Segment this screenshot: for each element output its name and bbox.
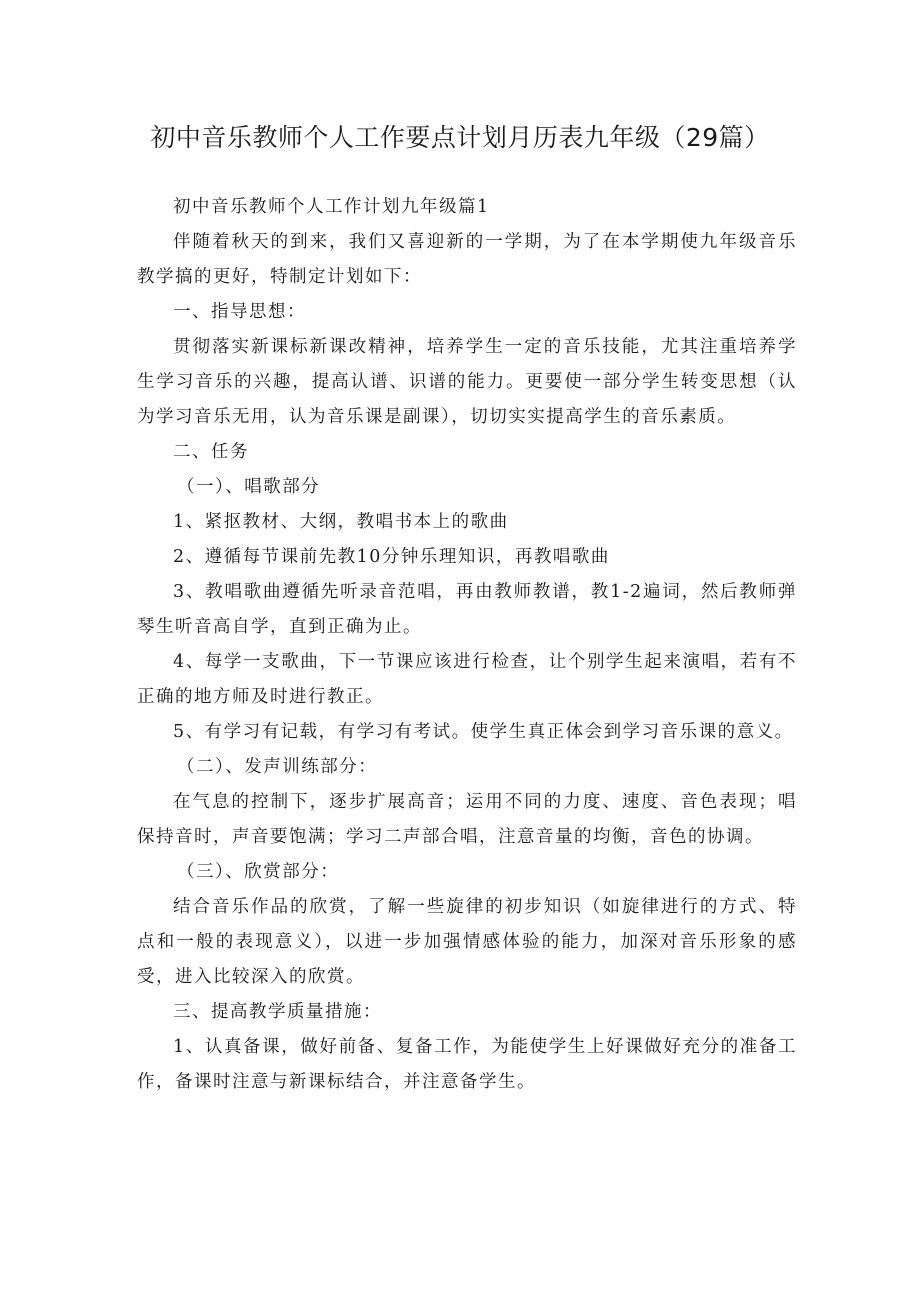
paragraph: 在气息的控制下，逐步扩展高音；运用不同的力度、速度、音色表现；唱保持音时，声音要饱满；学习二声部合唱，注意音量的均衡，音色的协调。 — [137, 792, 797, 847]
list-item: 1、认真备课，做好前备、复备工作，为能使学生上好课做好充分的准备工作，备课时注意与新课标结合，并注意备学生。 — [137, 1037, 797, 1092]
section-heading: 一、指导思想： — [173, 302, 306, 322]
document-title: 初中音乐教师个人工作要点计划月历表九年级（29篇） — [150, 123, 770, 152]
list-item: 1、紧抠教材、大纲，教唱书本上的歌曲 — [173, 512, 509, 532]
paragraph: 结合音乐作品的欣赏，了解一些旋律的初步知识（如旋律进行的方式、特点和一般的表现意义），以进一步加强情感体验的能力，加深对音乐形象的感受，进入比较深入的欣赏。 — [137, 897, 797, 987]
subsection-heading: （二）、发声训练部分： — [177, 757, 378, 777]
paragraph: 伴随着秋天的到来，我们又喜迎新的一学期，为了在本学期使九年级音乐教学搞的更好，特制定计划如下： — [137, 232, 797, 287]
section-heading: 三、提高教学质量措施： — [173, 1002, 382, 1022]
list-item: 5、有学习有记载，有学习有考试。使学生真正体会到学习音乐课的意义。 — [173, 722, 794, 742]
section-heading: 二、任务 — [173, 442, 249, 462]
section-heading: 初中音乐教师个人工作计划九年级篇1 — [173, 197, 490, 217]
list-item: 2、遵循每节课前先教10分钟乐理知识，再教唱歌曲 — [173, 547, 610, 567]
document-body — [137, 190, 797, 1100]
subsection-heading: （一）、唱歌部分 — [177, 477, 321, 497]
list-item: 4、每学一支歌曲，下一节课应该进行检查，让个别学生起来演唱，若有不正确的地方师及时进行教正。 — [137, 652, 797, 707]
list-item: 3、教唱歌曲遵循先听录音范唱，再由教师教谱，教1-2遍词，然后教师弹琴生听音高自学，直到正确为止。 — [137, 582, 797, 637]
subsection-heading: （三）、欣赏部分： — [177, 862, 340, 882]
paragraph: 贯彻落实新课标新课改精神，培养学生一定的音乐技能，尤其注重培养学生学习音乐的兴趣，提高认谱、识谱的能力。更要使一部分学生转变思想（认为学习音乐无用，认为音乐课是副课），切切实实提高学生的音乐素质。 — [137, 337, 797, 427]
